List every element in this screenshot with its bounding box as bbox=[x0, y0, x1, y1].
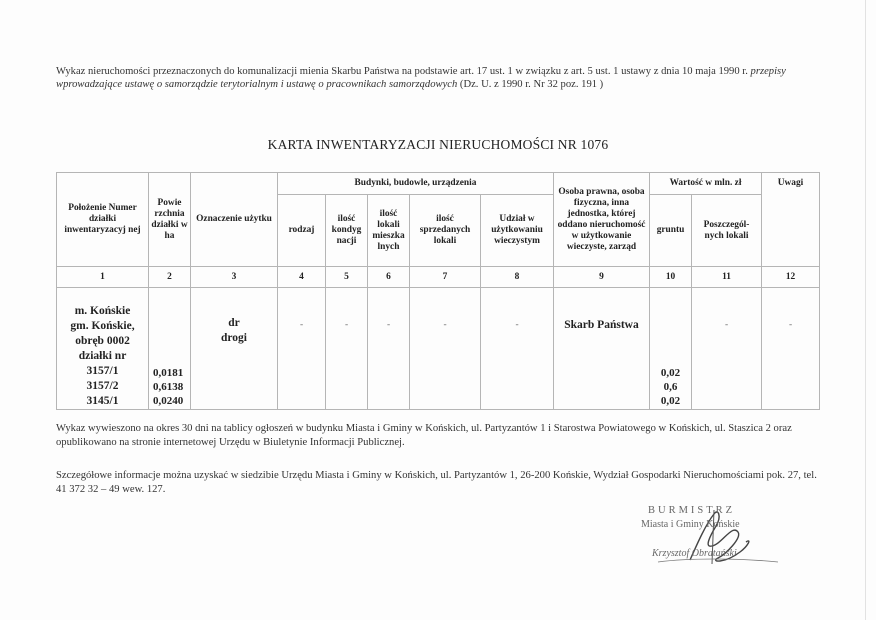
column-number: 12 bbox=[762, 267, 820, 288]
usage-cell bbox=[191, 288, 278, 410]
header-sold-units: ilość sprzedanych lokali bbox=[410, 195, 481, 267]
column-number: 6 bbox=[368, 267, 410, 288]
remarks-cell: - bbox=[762, 288, 820, 410]
land-value-cell bbox=[650, 288, 692, 410]
column-number: 10 bbox=[650, 267, 692, 288]
owner-cell: Skarb Państwa bbox=[554, 288, 650, 410]
intro-text-1: Wykaz nieruchomości przeznaczonych do komunalizacji mienia Skarbu Państwa na podstawie art. 17 ust. 1 w związku z art. 5 ust. 1 ustawy z dnia 10 maja 1990 r. bbox=[56, 66, 751, 77]
residential-cell: - bbox=[368, 288, 410, 410]
location-line: gm. Końskie, bbox=[70, 320, 135, 332]
parcel-area: 0,6138 bbox=[153, 381, 184, 393]
column-number: 8 bbox=[481, 267, 554, 288]
column-number: 1 bbox=[57, 267, 149, 288]
header-area: Powie rzchnia działki w ha bbox=[149, 173, 191, 267]
inventory-table bbox=[56, 172, 820, 410]
share-cell: - bbox=[481, 288, 554, 410]
parcel-number: 3157/2 bbox=[86, 380, 119, 392]
header-type: rodzaj bbox=[278, 195, 326, 267]
signature-name: Krzysztof Obratański bbox=[652, 548, 737, 559]
parcel-area: 0,0181 bbox=[153, 367, 184, 379]
column-numbers-row bbox=[57, 267, 820, 288]
column-number: 11 bbox=[692, 267, 762, 288]
table-row bbox=[57, 288, 820, 410]
column-number: 3 bbox=[191, 267, 278, 288]
header-residential-units: ilość lokali mieszka lnych bbox=[368, 195, 410, 267]
signature-block bbox=[628, 502, 798, 572]
document-title: KARTA INWENTARYZACJI NIERUCHOMOŚCI NR 1076 bbox=[267, 137, 609, 152]
intro-paragraph bbox=[56, 65, 806, 91]
column-number: 5 bbox=[326, 267, 368, 288]
land-value: 0,02 bbox=[660, 395, 681, 407]
header-usage: Oznaczenie użytku bbox=[191, 173, 278, 267]
location-line: m. Końskie bbox=[74, 305, 131, 317]
land-value: 0,02 bbox=[660, 367, 681, 379]
header-buildings-group: Budynki, budowle, urządzenia bbox=[278, 173, 554, 195]
sold-cell: - bbox=[410, 288, 481, 410]
land-value: 0,6 bbox=[663, 381, 678, 393]
column-number: 9 bbox=[554, 267, 650, 288]
header-units-value: Poszczegól- nych lokali bbox=[692, 195, 762, 267]
header-perpetual-share: Udział w użytkowaniu wieczystym bbox=[481, 195, 554, 267]
contact-info: Szczegółowe informacje można uzyskać w siedzibie Urzędu Miasta i Gminy w Końskich, ul. Partyzantów 1, 26-200 Końskie, Wydział Gospodarki Nieruchomościami pok. 27, tel. 41 372 32 – 49 wew. 127. bbox=[56, 470, 817, 495]
parcel-number: 3145/1 bbox=[86, 395, 119, 407]
storeys-cell: - bbox=[326, 288, 368, 410]
page-edge-line bbox=[865, 0, 866, 620]
parcel-number: 3157/1 bbox=[86, 365, 119, 377]
signature-office: Miasta i Gminy Końskie bbox=[641, 519, 740, 530]
column-number: 2 bbox=[149, 267, 191, 288]
column-number: 4 bbox=[278, 267, 326, 288]
header-storeys: ilość kondyg nacji bbox=[326, 195, 368, 267]
usage-code: dr bbox=[228, 317, 240, 329]
posting-notice: Wykaz wywieszono na okres 30 dni na tablicy ogłoszeń w budynku Miasta i Gminy w Końskich, ul. Partyzantów 1 i Starostwa Powiatowego w Końskich, ul. Staszica 2 oraz opublikowano na stronie internetowej Urzędu w Biuletynie Informacji Publicznej. bbox=[56, 423, 792, 448]
column-number: 7 bbox=[410, 267, 481, 288]
usage-label: drogi bbox=[221, 332, 247, 344]
type-cell: - bbox=[278, 288, 326, 410]
location-cell bbox=[57, 288, 149, 410]
location-line: obręb 0002 bbox=[75, 335, 130, 347]
location-line: działki nr bbox=[78, 350, 127, 362]
units-value-cell: - bbox=[692, 288, 762, 410]
header-location: Położenie Numer działki inwentaryzacyj nej bbox=[57, 173, 149, 267]
area-cell bbox=[149, 288, 191, 410]
intro-text-2: (Dz. U. z 1990 r. Nr 32 poz. 191 ) bbox=[457, 79, 604, 90]
header-land-value: gruntu bbox=[650, 195, 692, 267]
header-value-group: Wartość w mln. zł bbox=[650, 173, 762, 195]
header-remarks: Uwagi bbox=[762, 173, 820, 267]
header-owner: Osoba prawna, osoba fizyczna, inna jednostka, której oddano nieruchomość w użytkowanie wieczyste, zarząd bbox=[554, 173, 650, 267]
parcel-area: 0,0240 bbox=[153, 395, 184, 407]
intro-italic: przepisy wprowadzające ustawę o samorządzie terytorialnym i ustawę o pracownikach samorządowych bbox=[56, 66, 786, 90]
signature-title: BURMISTRZ bbox=[648, 505, 736, 516]
